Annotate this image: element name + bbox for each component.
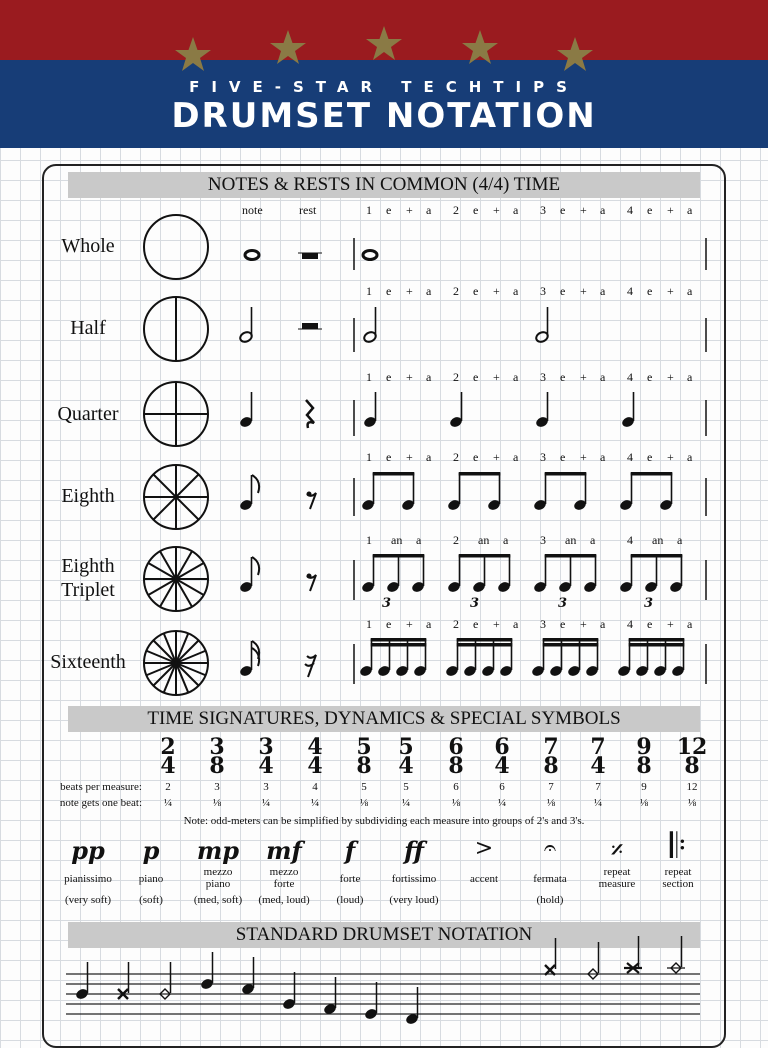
count-syllable: 1: [366, 533, 372, 547]
count-syllable: +: [580, 450, 587, 464]
time-sig-top: 6: [448, 734, 464, 760]
dynamic-meaning: (soft): [139, 894, 163, 906]
count-syllable: a: [687, 450, 693, 464]
count-syllable: an: [565, 533, 577, 547]
count-syllable: +: [667, 284, 674, 298]
count-syllable: +: [580, 370, 587, 384]
count-syllable: 4: [627, 533, 633, 547]
count-syllable: 3: [540, 533, 546, 547]
count-syllable: e: [560, 450, 566, 464]
count-syllable: e: [386, 617, 392, 631]
time-sig-beats: 5: [361, 781, 367, 793]
time-sig-bottom: 8: [636, 753, 652, 779]
time-sig-top: 7: [590, 734, 606, 760]
count-syllable: e: [560, 370, 566, 384]
count-syllable: e: [386, 450, 392, 464]
count-syllable: a: [426, 617, 432, 631]
time-sig-bottom: 8: [356, 753, 372, 779]
count-syllable: 4: [627, 284, 633, 298]
crash-head: [624, 963, 642, 973]
time-sig-beats: 6: [499, 781, 505, 793]
count-syllable: 3: [540, 284, 546, 298]
count-syllable: 1: [366, 450, 372, 464]
dynamic-name: repeat measure: [598, 866, 636, 890]
count-syllable: a: [687, 203, 693, 217]
count-syllable: +: [493, 617, 500, 631]
count-syllable: +: [580, 284, 587, 298]
dynamic-name: fortissimo: [391, 873, 437, 885]
time-sig-top: 5: [356, 734, 372, 760]
odd-meter-note: Note: odd-meters can be simplified by subdividing each measure into groups of 2's and 3's.: [183, 815, 585, 827]
time-sig-top: 7: [543, 734, 559, 760]
count-syllable: a: [513, 450, 519, 464]
count-syllable: 3: [540, 617, 546, 631]
header-kicker: FIVE-STAR TECHTIPS: [189, 78, 579, 96]
time-sig-gets: ⅛: [451, 797, 461, 809]
time-sig-beats: 3: [263, 781, 269, 793]
triplet-mark: 3: [558, 596, 568, 611]
count-syllable: a: [600, 617, 606, 631]
count-syllable: +: [580, 617, 587, 631]
dynamic-meaning: (hold): [536, 894, 564, 906]
count-syllable: 1: [366, 617, 372, 631]
time-sig-top: 4: [307, 734, 323, 760]
count-syllable: e: [647, 284, 653, 298]
count-syllable: 1: [366, 284, 372, 298]
dynamic-name: mezzo forte: [269, 866, 299, 890]
count-syllable: e: [560, 617, 566, 631]
time-sig-gets: ⅛: [687, 797, 697, 809]
time-sig-bottom: 4: [160, 753, 176, 779]
count-syllable: a: [513, 370, 519, 384]
dynamic-symbol-7: 𝄐: [543, 836, 557, 861]
time-sig-beats: 3: [214, 781, 220, 793]
count-syllable: a: [416, 533, 422, 547]
count-syllable: e: [647, 617, 653, 631]
dynamic-symbol-3: mf: [266, 836, 302, 865]
row-label-sixteenth: Sixteenth: [50, 651, 126, 673]
count-syllable: +: [493, 450, 500, 464]
count-syllable: 4: [627, 203, 633, 217]
count-syllable: e: [386, 284, 392, 298]
dynamic-symbol-1: p: [142, 836, 160, 865]
count-syllable: an: [391, 533, 403, 547]
drumset-notes: [75, 936, 685, 1026]
time-sig-gets: ¼: [163, 797, 173, 809]
count-syllable: +: [493, 203, 500, 217]
time-sig-gets: ¼: [497, 797, 507, 809]
time-sig-beats: 5: [403, 781, 409, 793]
count-syllable: 2: [453, 617, 459, 631]
count-syllable: 4: [627, 617, 633, 631]
count-syllable: +: [493, 370, 500, 384]
count-syllable: 3: [540, 450, 546, 464]
count-syllable: e: [473, 370, 479, 384]
time-sig-bottom: 4: [307, 753, 323, 779]
time-sig-top: 9: [636, 734, 652, 760]
dynamic-name: accent: [469, 873, 499, 885]
dynamic-meaning: (loud): [336, 894, 364, 906]
time-sig-bottom: 8: [448, 753, 464, 779]
count-syllable: 2: [453, 370, 459, 384]
time-sig-top: 3: [258, 734, 274, 760]
count-syllable: a: [513, 617, 519, 631]
count-syllable: 2: [453, 284, 459, 298]
count-syllable: 3: [540, 370, 546, 384]
time-sig-bottom: 4: [590, 753, 606, 779]
time-sig-top: 12: [676, 734, 708, 760]
count-syllable: +: [580, 203, 587, 217]
count-syllable: e: [386, 203, 392, 217]
triplet-mark: 3: [644, 596, 654, 611]
count-syllable: a: [590, 533, 596, 547]
time-sig-gets: ⅛: [546, 797, 556, 809]
time-sig-gets: ⅛: [359, 797, 369, 809]
count-syllable: an: [652, 533, 664, 547]
count-syllable: a: [687, 284, 693, 298]
triplet-mark: 3: [470, 596, 480, 611]
dynamic-symbol-6: >: [474, 836, 494, 861]
count-syllable: a: [426, 284, 432, 298]
row-label-eighth: Eighth: [61, 485, 115, 507]
dynamic-name: pianissimo: [64, 873, 112, 885]
count-syllable: 1: [366, 203, 372, 217]
symbols-section-title: TIME SIGNATURES, DYNAMICS & SPECIAL SYMBOLS: [68, 706, 700, 732]
time-sig-gets: ¼: [261, 797, 271, 809]
time-sig-gets: ⅛: [639, 797, 649, 809]
drumset-section-title: STANDARD DRUMSET NOTATION: [68, 922, 700, 948]
count-syllable: a: [687, 370, 693, 384]
dynamic-name: forte: [339, 873, 361, 885]
time-sig-beats: 7: [595, 781, 601, 793]
count-syllable: +: [667, 370, 674, 384]
count-syllable: e: [473, 450, 479, 464]
count-syllable: 3: [540, 203, 546, 217]
count-syllable: a: [600, 370, 606, 384]
time-sig-beats: 12: [686, 781, 698, 793]
count-syllable: +: [406, 450, 413, 464]
page-title: DRUMSET NOTATION: [171, 96, 597, 136]
time-sig-top: 3: [209, 734, 225, 760]
count-syllable: e: [647, 203, 653, 217]
time-sig-gets: ¼: [401, 797, 411, 809]
count-syllable: a: [600, 284, 606, 298]
count-syllable: +: [667, 450, 674, 464]
time-sig-beats: 7: [548, 781, 554, 793]
col-rest-header: rest: [299, 203, 317, 217]
time-sig-gets: ¼: [310, 797, 320, 809]
time-sig-bottom: 4: [258, 753, 274, 779]
dynamic-meaning: (very loud): [389, 894, 439, 906]
row-label-eighth-triplet: Eighth Triplet: [61, 555, 115, 601]
dynamic-symbol-9: 𝄆: [669, 826, 687, 866]
row-label-quarter: Quarter: [57, 403, 119, 425]
dynamic-symbol-5: ff: [404, 836, 424, 865]
time-sig-gets: ¼: [593, 797, 603, 809]
count-syllable: +: [667, 203, 674, 217]
count-syllable: a: [513, 203, 519, 217]
count-syllable: +: [406, 617, 413, 631]
beats-per-measure-label: beats per measure:: [60, 781, 142, 793]
count-syllable: +: [406, 370, 413, 384]
row-label-half: Half: [70, 317, 106, 339]
time-sig-bottom: 8: [543, 753, 559, 779]
count-syllable: +: [667, 617, 674, 631]
count-syllable: a: [426, 370, 432, 384]
time-sig-bottom: 8: [684, 753, 700, 779]
count-syllable: 2: [453, 450, 459, 464]
count-syllable: +: [493, 284, 500, 298]
count-syllable: a: [513, 284, 519, 298]
count-syllable: a: [677, 533, 683, 547]
count-syllable: e: [386, 370, 392, 384]
count-syllable: e: [560, 284, 566, 298]
time-sig-top: 2: [160, 734, 176, 760]
count-syllable: a: [503, 533, 509, 547]
count-syllable: +: [406, 203, 413, 217]
count-syllable: e: [473, 203, 479, 217]
row-label-whole: Whole: [61, 235, 115, 257]
count-syllable: 4: [627, 450, 633, 464]
dynamic-meaning: (very soft): [64, 894, 112, 906]
dynamic-meaning: (med, soft): [193, 894, 243, 906]
col-note-header: note: [242, 203, 263, 217]
dynamic-name: fermata: [533, 873, 567, 885]
dynamic-name: piano: [138, 873, 164, 885]
dynamic-symbol-4: f: [344, 836, 356, 865]
count-syllable: +: [406, 284, 413, 298]
count-syllable: a: [600, 450, 606, 464]
count-syllable: a: [426, 203, 432, 217]
count-syllable: e: [473, 284, 479, 298]
time-sig-bottom: 4: [494, 753, 510, 779]
count-syllable: 4: [627, 370, 633, 384]
time-sig-gets: ⅛: [212, 797, 222, 809]
time-sig-beats: 2: [165, 781, 171, 793]
count-syllable: e: [647, 450, 653, 464]
dynamic-name: mezzo piano: [203, 866, 233, 890]
notes-section-title: NOTES & RESTS IN COMMON (4/4) TIME: [68, 172, 700, 198]
count-syllable: 2: [453, 203, 459, 217]
count-syllable: e: [560, 203, 566, 217]
count-syllable: a: [426, 450, 432, 464]
dynamic-meaning: (med, loud): [258, 894, 310, 906]
dynamic-name: repeat section: [662, 866, 694, 890]
time-sig-bottom: 8: [209, 753, 225, 779]
count-syllable: a: [687, 617, 693, 631]
note-gets-beat-label: note gets one beat:: [59, 797, 142, 809]
time-sig-beats: 6: [453, 781, 459, 793]
dynamic-symbol-2: mp: [196, 836, 240, 865]
count-syllable: an: [478, 533, 490, 547]
count-syllable: e: [647, 370, 653, 384]
triplet-mark: 3: [382, 596, 392, 611]
count-syllable: 2: [453, 533, 459, 547]
count-syllable: 1: [366, 370, 372, 384]
count-syllable: a: [600, 203, 606, 217]
dynamic-symbol-0: pp: [71, 836, 105, 865]
time-sig-bottom: 4: [398, 753, 414, 779]
time-sig-top: 5: [398, 734, 414, 760]
time-sig-beats: 4: [312, 781, 318, 793]
time-sig-top: 6: [494, 734, 510, 760]
dynamic-symbol-8: 𝄎: [610, 836, 624, 866]
count-syllable: e: [473, 617, 479, 631]
time-sig-beats: 9: [641, 781, 647, 793]
